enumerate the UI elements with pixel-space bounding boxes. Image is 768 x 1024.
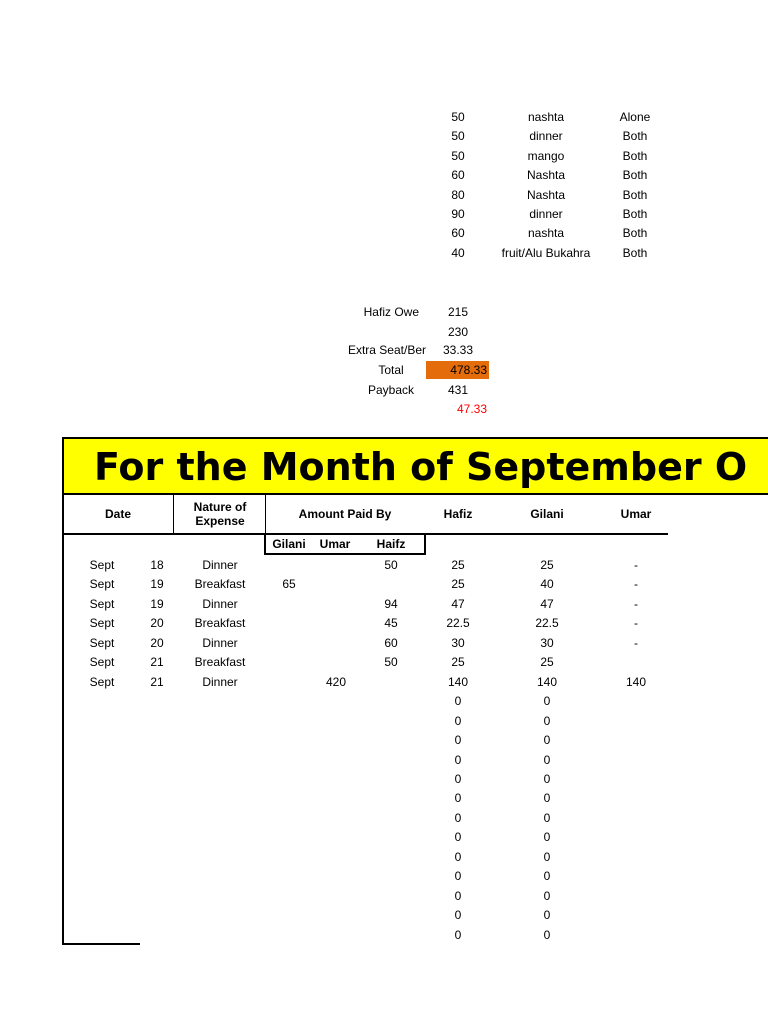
table-row[interactable] xyxy=(0,830,768,850)
header-divider xyxy=(265,495,266,535)
cell-hafiz: 0 xyxy=(454,713,462,728)
cell-nature: Breakfast xyxy=(194,616,246,631)
table-row[interactable] xyxy=(0,597,768,617)
cell-hafiz: 0 xyxy=(454,849,462,864)
cell-gilani: 0 xyxy=(543,927,551,942)
cell-paid-haifz: 94 xyxy=(384,596,398,611)
table-row[interactable] xyxy=(0,850,768,870)
header-date[interactable]: Date xyxy=(104,507,131,521)
cell-hafiz: 0 xyxy=(454,810,462,825)
cell-month: Sept xyxy=(89,635,115,650)
summary-value: 215 xyxy=(447,305,469,319)
cell-gilani: 0 xyxy=(543,771,551,786)
cell-paid-haifz: 45 xyxy=(384,616,398,631)
expense-item: nashta xyxy=(527,226,565,241)
summary-row[interactable] xyxy=(0,325,768,345)
cell-hafiz: 25 xyxy=(451,558,465,572)
cell-month: Sept xyxy=(89,558,115,572)
cell-umar: - xyxy=(634,558,638,572)
cell-gilani: 0 xyxy=(543,869,551,884)
cell-nature: Dinner xyxy=(202,674,238,689)
table-row[interactable] xyxy=(0,791,768,811)
cell-gilani: 0 xyxy=(543,810,551,825)
summary-value: 33.33 xyxy=(442,343,474,357)
summary-total-value: 478.33 xyxy=(450,363,487,377)
cell-hafiz: 25 xyxy=(451,577,465,592)
cell-gilani: 140 xyxy=(536,674,558,689)
table-row[interactable] xyxy=(0,772,768,792)
summary-value: 230 xyxy=(447,324,469,339)
table-row[interactable] xyxy=(0,558,768,578)
header-nature-line1[interactable]: Nature of xyxy=(193,500,247,514)
cell-gilani: 30 xyxy=(540,635,554,650)
expense-who: Both xyxy=(622,207,648,221)
expense-who: Both xyxy=(622,129,648,144)
cell-hafiz: 47 xyxy=(451,596,465,611)
expense-item: fruit/Alu Bukahra xyxy=(501,245,591,260)
summary-value: 431 xyxy=(447,383,469,397)
top-expense-row[interactable] xyxy=(0,246,768,265)
cell-paid-haifz: 50 xyxy=(384,655,398,670)
cell-umar: - xyxy=(634,635,638,650)
cell-hafiz: 0 xyxy=(454,733,462,748)
cell-gilani: 0 xyxy=(543,733,551,748)
top-expense-row[interactable] xyxy=(0,207,768,226)
top-expense-row[interactable] xyxy=(0,110,768,129)
summary-label: Extra Seat/Ber xyxy=(347,343,426,357)
cell-gilani: 22.5 xyxy=(535,616,559,631)
expense-who: Both xyxy=(622,245,648,260)
cell-gilani: 0 xyxy=(543,713,551,728)
table-row[interactable] xyxy=(0,675,768,695)
subheader-gilani[interactable]: Gilani xyxy=(272,537,306,551)
expense-item: Nashta xyxy=(526,168,566,183)
cell-gilani: 25 xyxy=(540,558,554,572)
cell-hafiz: 0 xyxy=(454,694,462,709)
table-row[interactable] xyxy=(0,889,768,909)
header-nature-line2[interactable]: Expense xyxy=(195,514,245,528)
summary-label: Payback xyxy=(367,383,415,397)
expense-amount: 50 xyxy=(451,148,465,163)
summary-row-hafiz-owe[interactable] xyxy=(0,305,768,325)
expense-who: Both xyxy=(622,168,648,183)
cell-umar: - xyxy=(634,577,638,592)
cell-hafiz: 0 xyxy=(454,752,462,767)
cell-nature: Breakfast xyxy=(194,577,246,592)
expense-who: Both xyxy=(622,226,648,241)
cell-day: 19 xyxy=(150,577,164,592)
table-row[interactable] xyxy=(0,928,768,948)
cell-hafiz: 0 xyxy=(454,869,462,884)
cell-day: 20 xyxy=(150,635,164,650)
cell-day: 18 xyxy=(150,558,164,572)
subheader-umar[interactable]: Umar xyxy=(319,537,351,551)
header-hafiz[interactable]: Hafiz xyxy=(443,507,473,521)
table-row[interactable] xyxy=(0,577,768,597)
top-expense-row[interactable] xyxy=(0,149,768,168)
cell-nature: Breakfast xyxy=(194,655,246,670)
cell-gilani: 47 xyxy=(540,596,554,611)
table-row[interactable] xyxy=(0,616,768,636)
expense-who: Both xyxy=(622,148,648,163)
cell-month: Sept xyxy=(89,596,115,611)
cell-umar: - xyxy=(634,596,638,611)
cell-hafiz: 140 xyxy=(447,674,469,689)
expense-amount: 60 xyxy=(451,168,465,183)
cell-hafiz: 0 xyxy=(454,830,462,845)
summary-row-payback[interactable] xyxy=(0,383,768,403)
cell-gilani: 25 xyxy=(540,655,554,670)
table-row[interactable] xyxy=(0,714,768,734)
expense-who: Alone xyxy=(619,110,651,124)
subheader-haifz[interactable]: Haifz xyxy=(376,537,406,551)
cell-hafiz: 0 xyxy=(454,927,462,942)
expense-item: nashta xyxy=(527,110,565,124)
top-expense-row[interactable] xyxy=(0,129,768,148)
summary-label: Hafiz Owe xyxy=(363,305,419,319)
cell-hafiz: 22.5 xyxy=(446,616,470,631)
cell-umar: - xyxy=(634,616,638,631)
top-expense-row[interactable] xyxy=(0,226,768,245)
expense-amount: 40 xyxy=(451,245,465,260)
table-row[interactable] xyxy=(0,753,768,773)
table-row[interactable] xyxy=(0,655,768,675)
expense-amount: 50 xyxy=(451,110,465,124)
cell-nature: Dinner xyxy=(202,558,238,572)
cell-day: 21 xyxy=(150,674,164,689)
cell-hafiz: 30 xyxy=(451,635,465,650)
cell-nature: Dinner xyxy=(202,596,238,611)
cell-paid-haifz: 60 xyxy=(384,635,398,650)
cell-nature: Dinner xyxy=(202,635,238,650)
cell-paid-gilani: 65 xyxy=(282,577,296,592)
cell-gilani: 0 xyxy=(543,791,551,806)
cell-day: 20 xyxy=(150,616,164,631)
summary-balance-value: 47.33 xyxy=(456,402,487,416)
expense-item: mango xyxy=(527,148,565,163)
month-banner xyxy=(62,437,768,495)
expense-item: dinner xyxy=(529,207,563,221)
expense-amount: 60 xyxy=(451,226,465,241)
expense-amount: 50 xyxy=(451,129,465,144)
cell-gilani: 0 xyxy=(543,908,551,923)
cell-month: Sept xyxy=(89,655,115,670)
table-row[interactable] xyxy=(0,636,768,656)
cell-month: Sept xyxy=(89,674,115,689)
header-gilani[interactable]: Gilani xyxy=(530,507,564,521)
expense-amount: 90 xyxy=(451,207,465,221)
top-expense-row[interactable] xyxy=(0,168,768,187)
cell-gilani: 0 xyxy=(543,830,551,845)
table-row[interactable] xyxy=(0,869,768,889)
cell-day: 19 xyxy=(150,596,164,611)
cell-hafiz: 25 xyxy=(451,655,465,670)
cell-gilani: 40 xyxy=(540,577,554,592)
cell-hafiz: 0 xyxy=(454,908,462,923)
summary-row-extra-seat[interactable] xyxy=(0,343,768,363)
table-row[interactable] xyxy=(0,908,768,928)
cell-paid-haifz: 50 xyxy=(384,558,398,572)
banner-title: For the Month of September O xyxy=(94,445,748,489)
summary-row-total[interactable] xyxy=(0,363,768,383)
header-umar[interactable]: Umar xyxy=(620,507,652,521)
cell-gilani: 0 xyxy=(543,888,551,903)
cell-gilani: 0 xyxy=(543,849,551,864)
cell-hafiz: 0 xyxy=(454,791,462,806)
cell-month: Sept xyxy=(89,616,115,631)
expense-amount: 80 xyxy=(451,187,465,202)
header-amount-paid-by[interactable]: Amount Paid By xyxy=(298,507,392,521)
table-row[interactable] xyxy=(0,694,768,714)
top-expense-row[interactable] xyxy=(0,188,768,207)
cell-day: 21 xyxy=(150,655,164,670)
cell-hafiz: 0 xyxy=(454,771,462,786)
cell-gilani: 0 xyxy=(543,752,551,767)
expense-item: Nashta xyxy=(526,187,566,202)
header-divider xyxy=(173,495,174,535)
summary-row-balance[interactable] xyxy=(0,402,768,422)
cell-paid-umar: 420 xyxy=(325,674,347,689)
table-row[interactable] xyxy=(0,811,768,831)
table-row[interactable] xyxy=(0,733,768,753)
cell-umar: 140 xyxy=(625,674,647,689)
cell-hafiz: 0 xyxy=(454,888,462,903)
cell-month: Sept xyxy=(89,577,115,592)
expense-who: Both xyxy=(622,187,648,202)
summary-label: Total xyxy=(378,363,404,377)
expense-item: dinner xyxy=(529,129,563,144)
cell-gilani: 0 xyxy=(543,694,551,709)
